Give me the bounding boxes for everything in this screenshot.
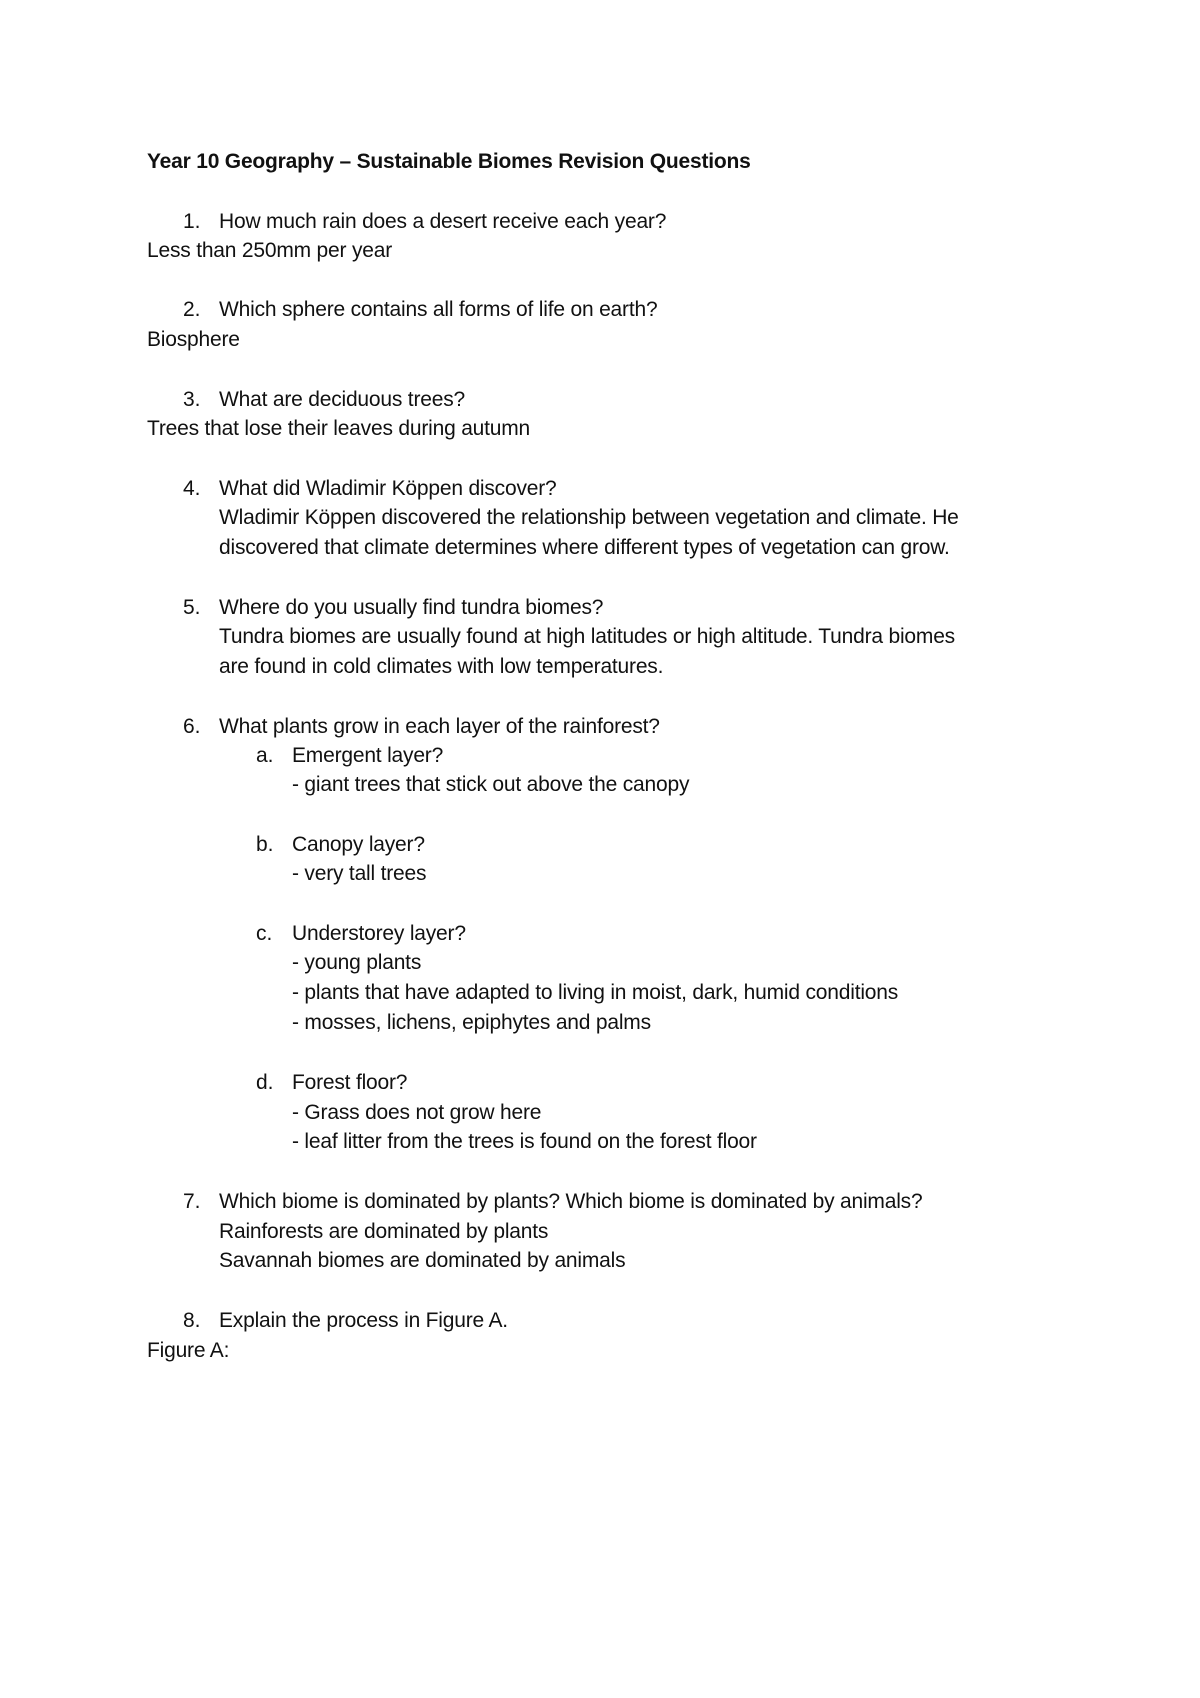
answer-text: - young plants — [292, 951, 422, 974]
answer-text: Rainforests are dominated by plants — [219, 1220, 549, 1243]
question-number: 8. — [183, 1309, 201, 1332]
answer-text: - Grass does not grow here — [292, 1101, 542, 1124]
question-number: 5. — [183, 596, 201, 619]
question-text: Which sphere contains all forms of life on earth? — [219, 298, 658, 321]
question-text: How much rain does a desert receive each year? — [219, 210, 667, 233]
question-number: 4. — [183, 477, 201, 500]
answer-text: - giant trees that stick out above the canopy — [292, 773, 690, 796]
figure-label: Figure A: — [147, 1339, 230, 1362]
sub-question-letter: a. — [256, 744, 274, 767]
answer-text: Wladimir Köppen discovered the relationship between vegetation and climate. He — [219, 506, 959, 529]
answer-text: Biosphere — [147, 328, 240, 351]
sub-question-text: Canopy layer? — [292, 833, 425, 856]
question-number: 2. — [183, 298, 201, 321]
answer-text: Savannah biomes are dominated by animals — [219, 1249, 626, 1272]
question-text: What did Wladimir Köppen discover? — [219, 477, 557, 500]
question-text: What plants grow in each layer of the rainforest? — [219, 715, 660, 738]
sub-question-letter: c. — [256, 922, 273, 945]
answer-text: discovered that climate determines where different types of vegetation can grow. — [219, 536, 950, 559]
sub-question-text: Understorey layer? — [292, 922, 466, 945]
question-number: 6. — [183, 715, 201, 738]
document-title: Year 10 Geography – Sustainable Biomes Revision Questions — [147, 150, 751, 173]
answer-text: - very tall trees — [292, 862, 427, 885]
sub-question-text: Forest floor? — [292, 1071, 408, 1094]
question-number: 7. — [183, 1190, 201, 1213]
answer-text: - leaf litter from the trees is found on the forest floor — [292, 1130, 757, 1153]
question-number: 3. — [183, 388, 201, 411]
answer-text: - plants that have adapted to living in moist, dark, humid conditions — [292, 981, 899, 1004]
answer-text: - mosses, lichens, epiphytes and palms — [292, 1011, 651, 1034]
sub-question-text: Emergent layer? — [292, 744, 444, 767]
answer-text: are found in cold climates with low temperatures. — [219, 655, 664, 678]
question-number: 1. — [183, 210, 201, 233]
answer-text: Trees that lose their leaves during autumn — [147, 417, 531, 440]
question-text: Explain the process in Figure A. — [219, 1309, 508, 1332]
question-text: What are deciduous trees? — [219, 388, 465, 411]
answer-text: Tundra biomes are usually found at high latitudes or high altitude. Tundra biomes — [219, 625, 955, 648]
sub-question-letter: d. — [256, 1071, 274, 1094]
question-text: Which biome is dominated by plants? Which biome is dominated by animals? — [219, 1190, 923, 1213]
sub-question-letter: b. — [256, 833, 274, 856]
question-text: Where do you usually find tundra biomes? — [219, 596, 604, 619]
answer-text: Less than 250mm per year — [147, 239, 392, 262]
